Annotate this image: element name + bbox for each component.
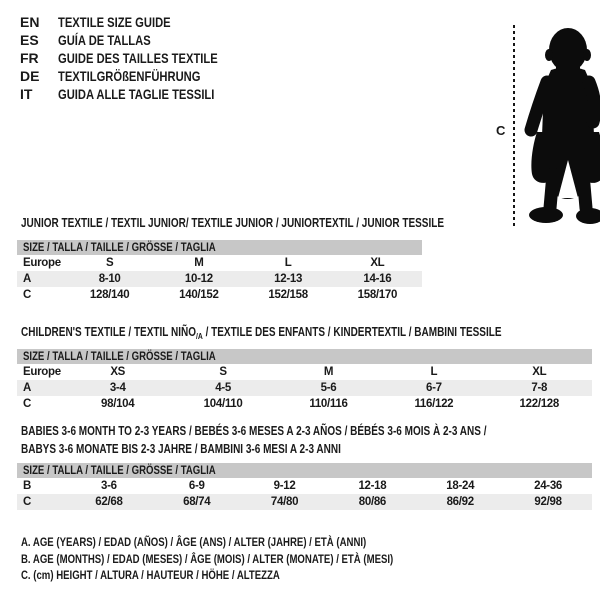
children-title-pre: CHILDREN'S TEXTILE / TEXTIL NIÑO xyxy=(21,325,196,339)
size-cell: 152/158 xyxy=(268,289,308,301)
language-label: TEXTILE SIZE GUIDE xyxy=(58,14,171,30)
size-cell: 9-12 xyxy=(273,480,296,492)
babies-size-table xyxy=(17,463,592,510)
language-label: GUÍA DE TALLAS xyxy=(58,32,151,48)
table-row xyxy=(17,396,592,412)
language-row-fr xyxy=(20,49,258,67)
size-cell: 80/86 xyxy=(358,496,387,508)
size-header-bar xyxy=(17,349,592,364)
size-cell: 8-10 xyxy=(98,273,121,285)
size-cell: 24-36 xyxy=(534,480,563,492)
footnote-b-text: B. AGE (MONTHS) / EDAD (MESES) / ÂGE (MOIS) / ALTER (MONATE) / ETÀ (MESI) xyxy=(21,551,394,566)
size-cell: 3-4 xyxy=(109,382,126,394)
language-row-en xyxy=(20,13,258,31)
size-cell: 18-24 xyxy=(446,480,475,492)
size-cell: 4-5 xyxy=(215,382,231,394)
row-label-cell: B xyxy=(23,480,32,492)
table-row xyxy=(17,364,592,380)
row-label-cell: A xyxy=(23,273,32,285)
row-label-cell: Europe xyxy=(23,257,61,269)
language-row-de xyxy=(20,67,258,85)
table-row xyxy=(17,478,592,494)
size-cell: 6-7 xyxy=(426,382,442,394)
row-label-cell: C xyxy=(23,398,32,410)
size-cell: S xyxy=(219,366,227,378)
height-measure-line xyxy=(513,25,515,227)
row-label-cell: A xyxy=(23,382,32,394)
row-label-cell: C xyxy=(23,496,32,508)
baby-silhouette-icon xyxy=(522,24,600,229)
children-title-post: / TEXTILE DES ENFANTS / KINDERTEXTIL / BAMBINI TESSILE xyxy=(202,325,502,339)
language-code: FR xyxy=(20,50,39,66)
row-label-cell: Europe xyxy=(23,366,61,378)
size-cell: 122/128 xyxy=(519,398,560,410)
language-label: TEXTILGRÖßENFÜHRUNG xyxy=(58,68,201,84)
babies-title-line2: BABYS 3-6 MONATE BIS 2-3 JAHRE / BAMBINI 3-6 MESI A 2-3 ANNI xyxy=(21,441,341,456)
size-cell: 68/74 xyxy=(183,496,211,508)
size-cell: 104/110 xyxy=(203,398,243,410)
size-cell: M xyxy=(323,366,334,378)
language-list xyxy=(20,13,258,103)
language-label: GUIDA ALLE TAGLIE TESSILI xyxy=(58,86,215,102)
size-cell: 74/80 xyxy=(270,496,299,508)
size-header-row xyxy=(17,463,592,478)
table-row xyxy=(17,494,592,510)
footnote-c xyxy=(21,568,486,585)
size-cell: 12-18 xyxy=(358,480,387,492)
size-cell: XS xyxy=(110,366,126,378)
size-header-bar xyxy=(17,240,422,255)
height-c-label: C xyxy=(496,123,506,138)
size-cell: XL xyxy=(370,257,385,269)
table-row xyxy=(17,255,422,271)
size-cell: 110/116 xyxy=(309,398,348,410)
footnote-c-text: C. (cm) HEIGHT / ALTURA / HAUTEUR / HÖHE / ALTEZZA xyxy=(21,568,280,582)
language-code: DE xyxy=(20,68,40,84)
footnotes xyxy=(21,535,486,585)
size-header-text: SIZE / TALLA / TAILLE / GRÖSSE / TAGLIA xyxy=(23,240,216,254)
children-section-title-text xyxy=(21,325,502,343)
children-section-title xyxy=(21,325,600,343)
footnote-a xyxy=(21,535,486,552)
size-header-row xyxy=(17,240,422,255)
size-cell: L xyxy=(284,257,292,269)
size-cell: 86/92 xyxy=(446,496,474,508)
babies-title-line1: BABIES 3-6 MONTH TO 2-3 YEARS / BEBÉS 3-6 MESES A 2-3 AÑOS / BÉBÉS 3-6 MOIS À 2-3 ANS / xyxy=(21,424,487,438)
size-cell: 7-8 xyxy=(531,382,548,394)
children-title-sub: /A xyxy=(195,331,203,341)
size-cell: M xyxy=(194,257,204,269)
footnote-a-text: A. AGE (YEARS) / EDAD (AÑOS) / ÂGE (ANS) / ALTER (JAHRE) / ETÀ (ANNI) xyxy=(21,535,367,549)
footnote-b xyxy=(21,552,486,569)
size-cell: 62/68 xyxy=(95,496,123,508)
junior-section-title xyxy=(21,216,550,230)
children-size-table xyxy=(17,349,592,412)
table-row xyxy=(17,380,592,396)
language-row-es xyxy=(20,31,258,49)
babies-section-title xyxy=(21,423,600,458)
size-header-text: SIZE / TALLA / TAILLE / GRÖSSE / TAGLIA xyxy=(23,349,216,363)
size-cell: 14-16 xyxy=(363,273,392,285)
size-cell: L xyxy=(430,366,438,378)
language-code: ES xyxy=(20,32,39,48)
size-header-bar xyxy=(17,463,592,478)
size-cell: 10-12 xyxy=(184,273,213,285)
size-cell: 158/170 xyxy=(357,289,398,301)
size-cell: XL xyxy=(532,366,547,378)
size-cell: 5-6 xyxy=(320,382,337,394)
language-label: GUIDE DES TAILLES TEXTILE xyxy=(58,50,218,66)
size-cell: 128/140 xyxy=(89,289,130,301)
junior-size-table xyxy=(17,240,422,303)
language-code: IT xyxy=(20,86,33,102)
size-header-row xyxy=(17,349,592,364)
size-cell: 6-9 xyxy=(188,480,205,492)
size-cell: 3-6 xyxy=(101,480,117,492)
size-cell: 12-13 xyxy=(274,273,303,285)
language-row-it xyxy=(20,85,258,103)
size-cell: 116/122 xyxy=(414,398,454,410)
table-row xyxy=(17,287,422,303)
baby-figure xyxy=(492,20,600,232)
junior-section-title-text: JUNIOR TEXTILE / TEXTIL JUNIOR/ TEXTILE JUNIOR / JUNIORTEXTIL / JUNIOR TESSILE xyxy=(21,216,445,230)
language-code: EN xyxy=(20,14,40,30)
size-cell: S xyxy=(105,257,114,269)
size-cell: 92/98 xyxy=(534,496,562,508)
size-cell: 98/104 xyxy=(101,398,135,410)
table-row xyxy=(17,271,422,287)
size-header-text: SIZE / TALLA / TAILLE / GRÖSSE / TAGLIA xyxy=(23,463,216,477)
row-label-cell: C xyxy=(23,289,32,301)
size-cell: 140/152 xyxy=(179,289,219,301)
